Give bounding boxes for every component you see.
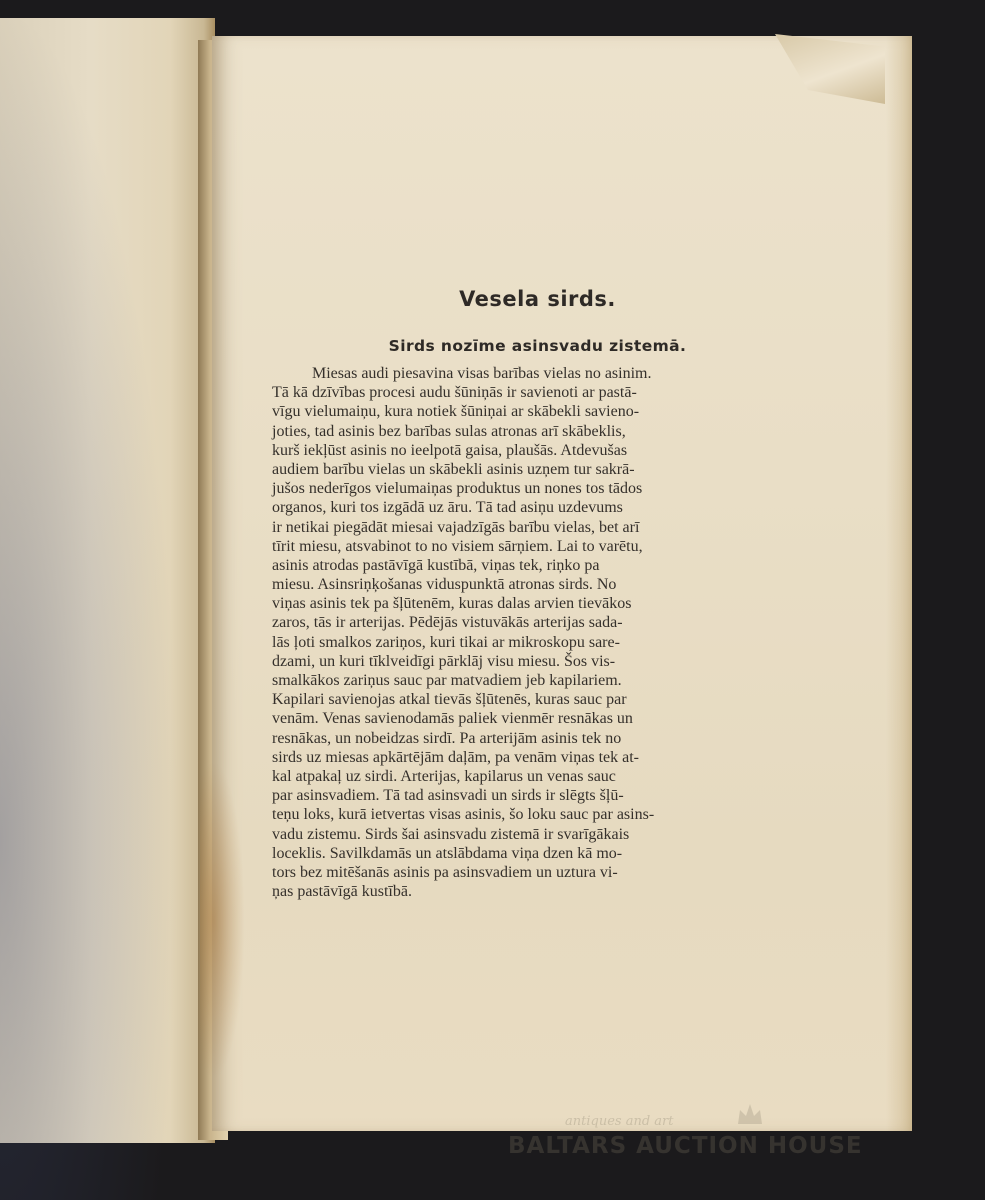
crown-icon <box>735 1100 765 1128</box>
left-page <box>0 18 215 1143</box>
text-line: viņas asinis tek pa šļūtenēm, kuras dalas arvien tievākos <box>272 595 632 613</box>
text-line: venām. Venas savienodamās paliek vienmēr resnākas un <box>272 710 633 728</box>
page-stain <box>200 760 245 1080</box>
text-line: Miesas audi piesavina visas barības vielas no asinim. <box>312 365 652 382</box>
text-line: ir netikai piegādāt miesai vajadzīgās barību vielas, bet arī <box>272 518 640 536</box>
body-paragraph <box>272 364 767 901</box>
page-edge <box>886 36 912 1131</box>
text-line: tors bez mitēšanās asinis pa asinsvadiem un uztura vi- <box>272 863 618 881</box>
text-line: loceklis. Savilkdamās un atslābdama viņa dzen kā mo- <box>272 844 623 862</box>
text-line: teņu loks, kurā ietvertas visas asinis, šo loku sauc par asins- <box>272 806 655 824</box>
text-line: par asinsvadiem. Tā tad asinsvadi un sirds ir slēgts šļū- <box>272 787 624 805</box>
text-line: ņas pastāvīgā kustībā. <box>272 883 412 901</box>
text-line: jušos nederīgos vielumaiņas produktus un nones tos tādos <box>272 480 643 498</box>
text-line: tīrit miesu, atsvabinot to no visiem sārņiem. Lai to varētu, <box>272 537 643 555</box>
section-subtitle: Sirds nozīme asinsvadu zistemā. <box>388 337 687 355</box>
text-line: smalkākos zariņus sauc par matvadiem jeb kapilariem. <box>272 672 622 689</box>
text-line: vadu zistemu. Sirds šai asinsvadu zistemā ir svarīgākais <box>272 825 630 843</box>
text-line: joties, tad asinis bez barības sulas atronas arī skābeklis, <box>272 422 626 440</box>
text-line: dzami, un kuri tīklveidīgi pārklāj visu miesu. Šos vis- <box>272 652 616 670</box>
text-line: organos, kuri tos izgādā uz āru. Tā tad asiņu uzdevums <box>272 499 623 517</box>
watermark: BALTARS AUCTION HOUSE <box>508 1133 863 1159</box>
watermark-subtitle: antiques and art <box>565 1114 674 1129</box>
text-line: kal atpakaļ uz sirdi. Arterijas, kapilarus un venas sauc <box>272 767 616 785</box>
text-line: audiem barību vielas un skābekli asinis uzņem tur sakrā- <box>272 460 635 478</box>
text-line: zaros, tās ir arterijas. Pēdējās vistuvākās arterijas sada- <box>272 614 623 632</box>
text-line: kurš iekļūst asinis no ieelpotā gaisa, plaušās. Atdevušas <box>272 441 628 459</box>
text-line: Tā kā dzīvības procesi audu šūniņās ir savienoti ar pastā- <box>272 384 637 402</box>
text-line: Kapilari savienojas atkal tievās šļūtenēs, kuras sauc par <box>272 691 627 709</box>
text-line: resnākas, un nobeidzas sirdī. Pa arterijām asinis tek no <box>272 729 622 747</box>
page-text <box>272 287 767 901</box>
text-line: miesu. Asinsriņķošanas viduspunktā atronas sirds. No <box>272 576 617 594</box>
text-line: sirds uz miesas apkārtējām daļām, pa venām viņas tek at- <box>272 748 639 766</box>
text-line: vīgu vielumaiņu, kura notiek šūniņai ar skābekli savieno- <box>272 403 640 421</box>
text-line: asinis atrodas pastāvīgā kustībā, viņas tek, riņko pa <box>272 556 600 574</box>
text-line: lās ļoti smalkos zariņos, kuri tikai ar mikroskopu sare- <box>272 633 620 651</box>
page-title: Vesela sirds. <box>459 287 616 311</box>
